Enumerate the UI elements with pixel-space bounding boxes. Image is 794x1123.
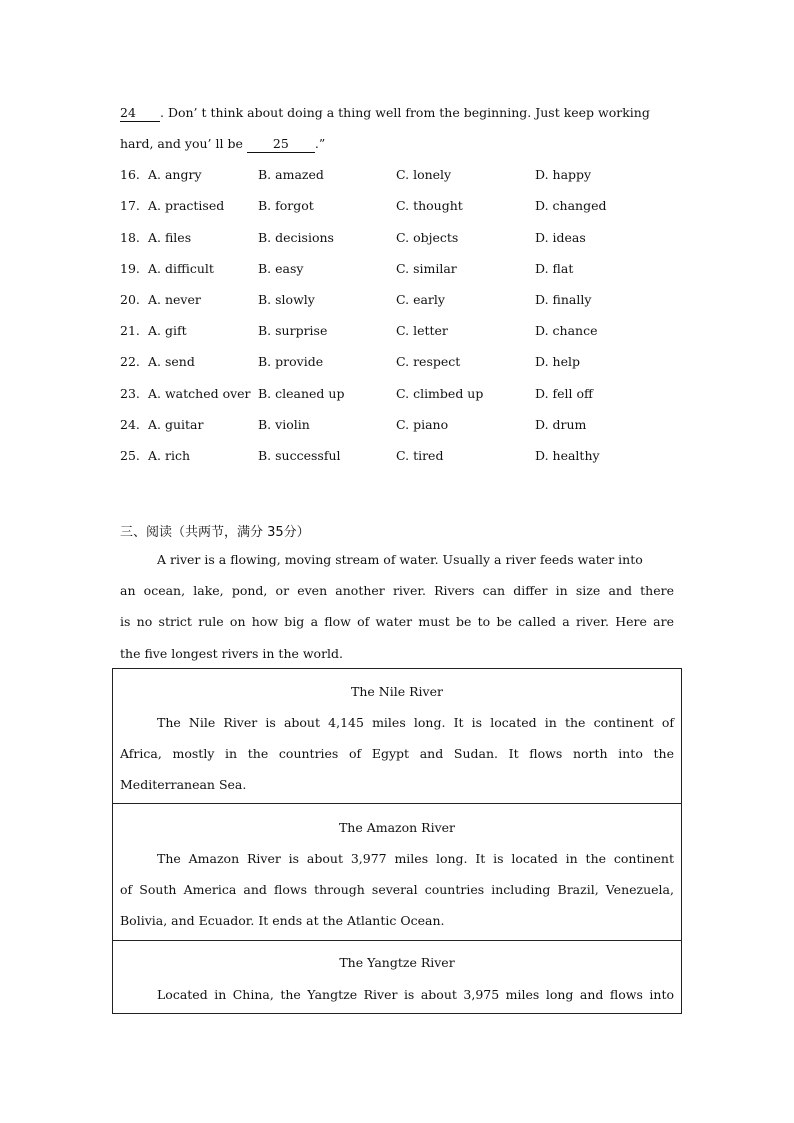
option-c: C. early — [396, 292, 445, 307]
option-d: D. happy — [535, 167, 592, 182]
question-row — [120, 292, 680, 308]
blank-24: 24 — [120, 105, 160, 122]
option-a: A. watched over — [148, 386, 251, 401]
option-d: D. help — [535, 354, 580, 369]
option-c: C. tired — [396, 448, 444, 463]
passage-text: .” — [314, 136, 326, 151]
river-box-yangtze — [112, 940, 682, 1014]
river-box-nile — [112, 668, 682, 804]
option-c: C. climbed up — [396, 386, 484, 401]
blank-25: 25 — [247, 136, 315, 153]
question-row — [120, 417, 680, 433]
option-b: B. decisions — [258, 230, 334, 245]
question-row — [120, 448, 680, 464]
option-d: D. flat — [535, 261, 574, 276]
river-title: The Nile River — [351, 684, 443, 699]
question-number: 24. — [120, 417, 140, 432]
option-b: B. provide — [258, 354, 324, 369]
option-c: C. lonely — [396, 167, 452, 182]
question-row — [120, 230, 680, 246]
option-c: C. letter — [396, 323, 448, 338]
option-b: B. forgot — [258, 198, 314, 213]
river-text-line: The Amazon River is about 3,977 miles long. It is located in the continent — [157, 851, 674, 866]
option-b: B. violin — [258, 417, 310, 432]
question-number: 21. — [120, 323, 140, 338]
river-box-amazon — [112, 803, 682, 941]
river-title: The Yangtze River — [339, 955, 455, 970]
question-number: 19. — [120, 261, 140, 276]
option-a: A. send — [148, 354, 195, 369]
option-a: A. angry — [148, 167, 202, 182]
option-c: C. objects — [396, 230, 459, 245]
section-title: 三、阅读（共两节，满分 35分） — [120, 525, 310, 540]
river-text-line: Bolivia, and Ecuador. It ends at the Atlantic Ocean. — [120, 913, 445, 928]
option-c: C. thought — [396, 198, 463, 213]
option-c: C. piano — [396, 417, 449, 432]
option-d: D. chance — [535, 323, 598, 338]
river-text-line: The Nile River is about 4,145 miles long. It is located in the continent of — [157, 715, 674, 730]
reading-intro-line: is no strict rule on how big a flow of water must be to be called a river. Here are — [120, 614, 674, 629]
option-a: A. rich — [148, 448, 190, 463]
passage-text: . Don’ t think about doing a thing well from the beginning. Just keep working — [160, 105, 650, 120]
question-row — [120, 386, 680, 402]
question-number: 17. — [120, 198, 140, 213]
option-a: A. gift — [148, 323, 187, 338]
option-d: D. finally — [535, 292, 592, 307]
option-d: D. healthy — [535, 448, 600, 463]
question-row — [120, 198, 680, 214]
option-d: D. fell off — [535, 386, 593, 401]
question-row — [120, 261, 680, 277]
reading-intro-line: the five longest rivers in the world. — [120, 646, 344, 661]
option-a: A. guitar — [148, 417, 204, 432]
river-text-line: Located in China, the Yangtze River is about 3,975 miles long and flows into — [157, 987, 674, 1002]
passage-line-2 — [120, 136, 680, 153]
question-number: 20. — [120, 292, 140, 307]
question-row — [120, 167, 680, 183]
option-a: A. practised — [148, 198, 225, 213]
option-b: B. easy — [258, 261, 304, 276]
option-a: A. files — [148, 230, 192, 245]
option-d: D. drum — [535, 417, 587, 432]
question-row — [120, 323, 680, 339]
option-a: A. difficult — [148, 261, 214, 276]
option-b: B. successful — [258, 448, 341, 463]
question-number: 18. — [120, 230, 140, 245]
passage-text: hard, and you’ ll be — [120, 136, 243, 151]
passage-line-1 — [120, 105, 680, 122]
river-text-line: of South America and flows through several countries including Brazil, Venezuela, — [120, 882, 674, 897]
river-text-line: Mediterranean Sea. — [120, 777, 247, 792]
question-row — [120, 354, 680, 370]
option-b: B. surprise — [258, 323, 328, 338]
question-number: 23. — [120, 386, 140, 401]
option-c: C. respect — [396, 354, 461, 369]
option-c: C. similar — [396, 261, 457, 276]
river-title: The Amazon River — [338, 820, 456, 835]
option-d: D. ideas — [535, 230, 586, 245]
question-number: 16. — [120, 167, 140, 182]
reading-intro-line: an ocean, lake, pond, or even another river. Rivers can differ in size and there — [120, 583, 674, 598]
option-b: B. slowly — [258, 292, 315, 307]
option-b: B. amazed — [258, 167, 324, 182]
question-number: 25. — [120, 448, 140, 463]
question-number: 22. — [120, 354, 140, 369]
reading-intro-line: A river is a flowing, moving stream of water. Usually a river feeds water into — [157, 552, 643, 567]
option-d: D. changed — [535, 198, 607, 213]
option-a: A. never — [148, 292, 201, 307]
option-b: B. cleaned up — [258, 386, 345, 401]
river-text-line: Africa, mostly in the countries of Egypt and Sudan. It flows north into the — [120, 746, 674, 761]
